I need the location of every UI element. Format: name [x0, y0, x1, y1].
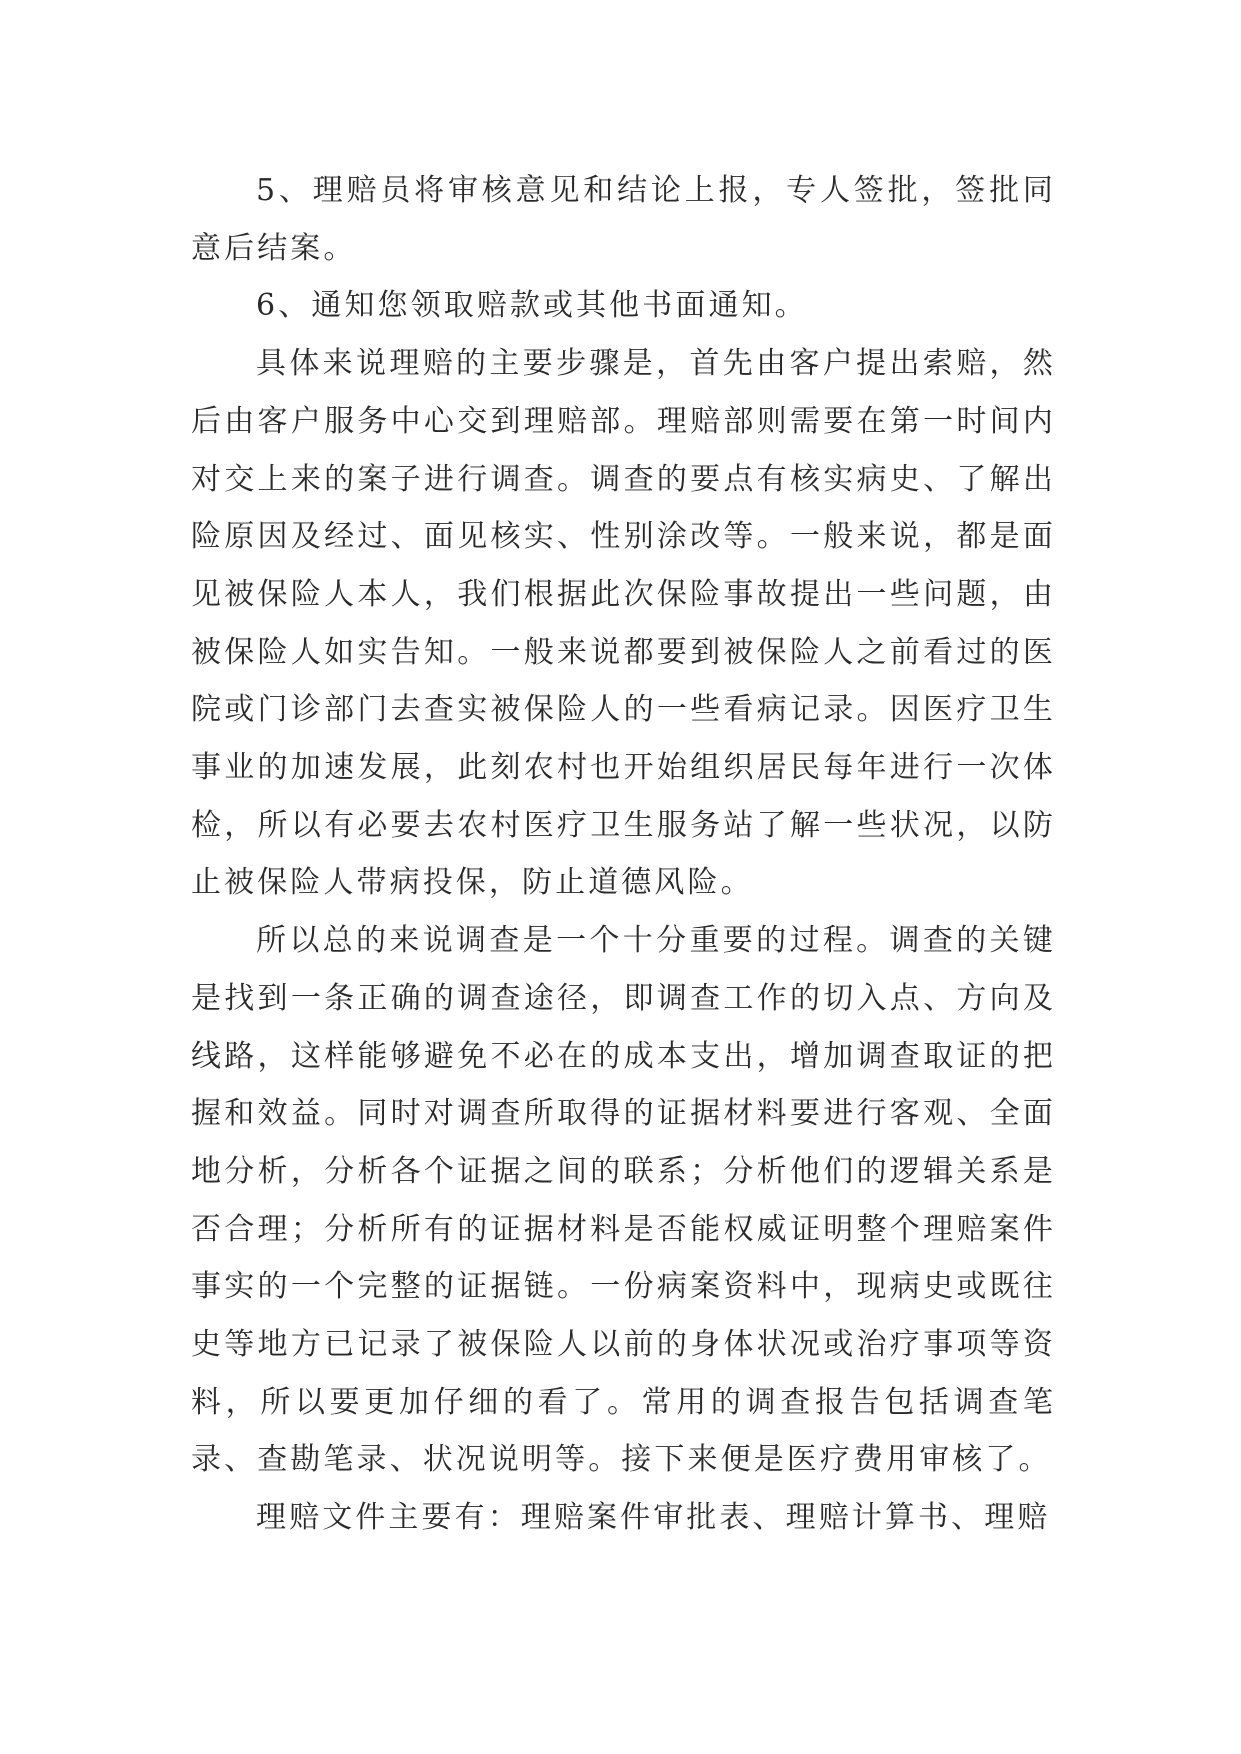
paragraph-claim-steps: 具体来说理赔的主要步骤是，首先由客户提出索赔，然后由客户服务中心交到理赔部。理赔部则需要在第一时间内对交上来的案子进行调查。调查的要点有核实病史、了解出险原因及经过、面见核实、性别涂改等。一般来说，都是面见被保险人本人，我们根据此次保险事故提出一些问题，由被保险人如实告知。一般来说都要到被保险人之前看过的医院或门诊部门去查实被保险人的一些看病记录。因医疗卫生事业的加速发展，此刻农村也开始组织居民每年进行一次体检，所以有必要去农村医疗卫生服务站了解一些状况，以防止被保险人带病投保，防止道德风险。	[191, 346, 1056, 901]
paragraph-claim-documents: 理赔文件主要有：理赔案件审批表、理赔计算书、理赔	[256, 1500, 1051, 1536]
document-body	[191, 162, 1056, 1547]
paragraph-step-6: 6、通知您领取赔款或其他书面通知。	[256, 288, 808, 324]
paragraph-step-5: 5、理赔员将审核意见和结论上报，专人签批，签批同意后结案。	[191, 173, 1056, 266]
paragraph-investigation: 所以总的来说调查是一个十分重要的过程。调查的关键是找到一条正确的调查途径，即调查工作的切入点、方向及线路，这样能够避免不必在的成本支出，增加调查取证的把握和效益。同时对调查所取得的证据材料要进行客观、全面地分析，分析各个证据之间的联系；分析他们的逻辑关系是否合理；分析所有的证据材料是否能权威证明整个理赔案件事实的一个完整的证据链。一份病案资料中，现病史或既往史等地方已记录了被保险人以前的身体状况或治疗事项等资料，所以要更加仔细的看了。常用的调查报告包括调查笔录、查勘笔录、状况说明等。接下来便是医疗费用审核了。	[191, 923, 1056, 1478]
